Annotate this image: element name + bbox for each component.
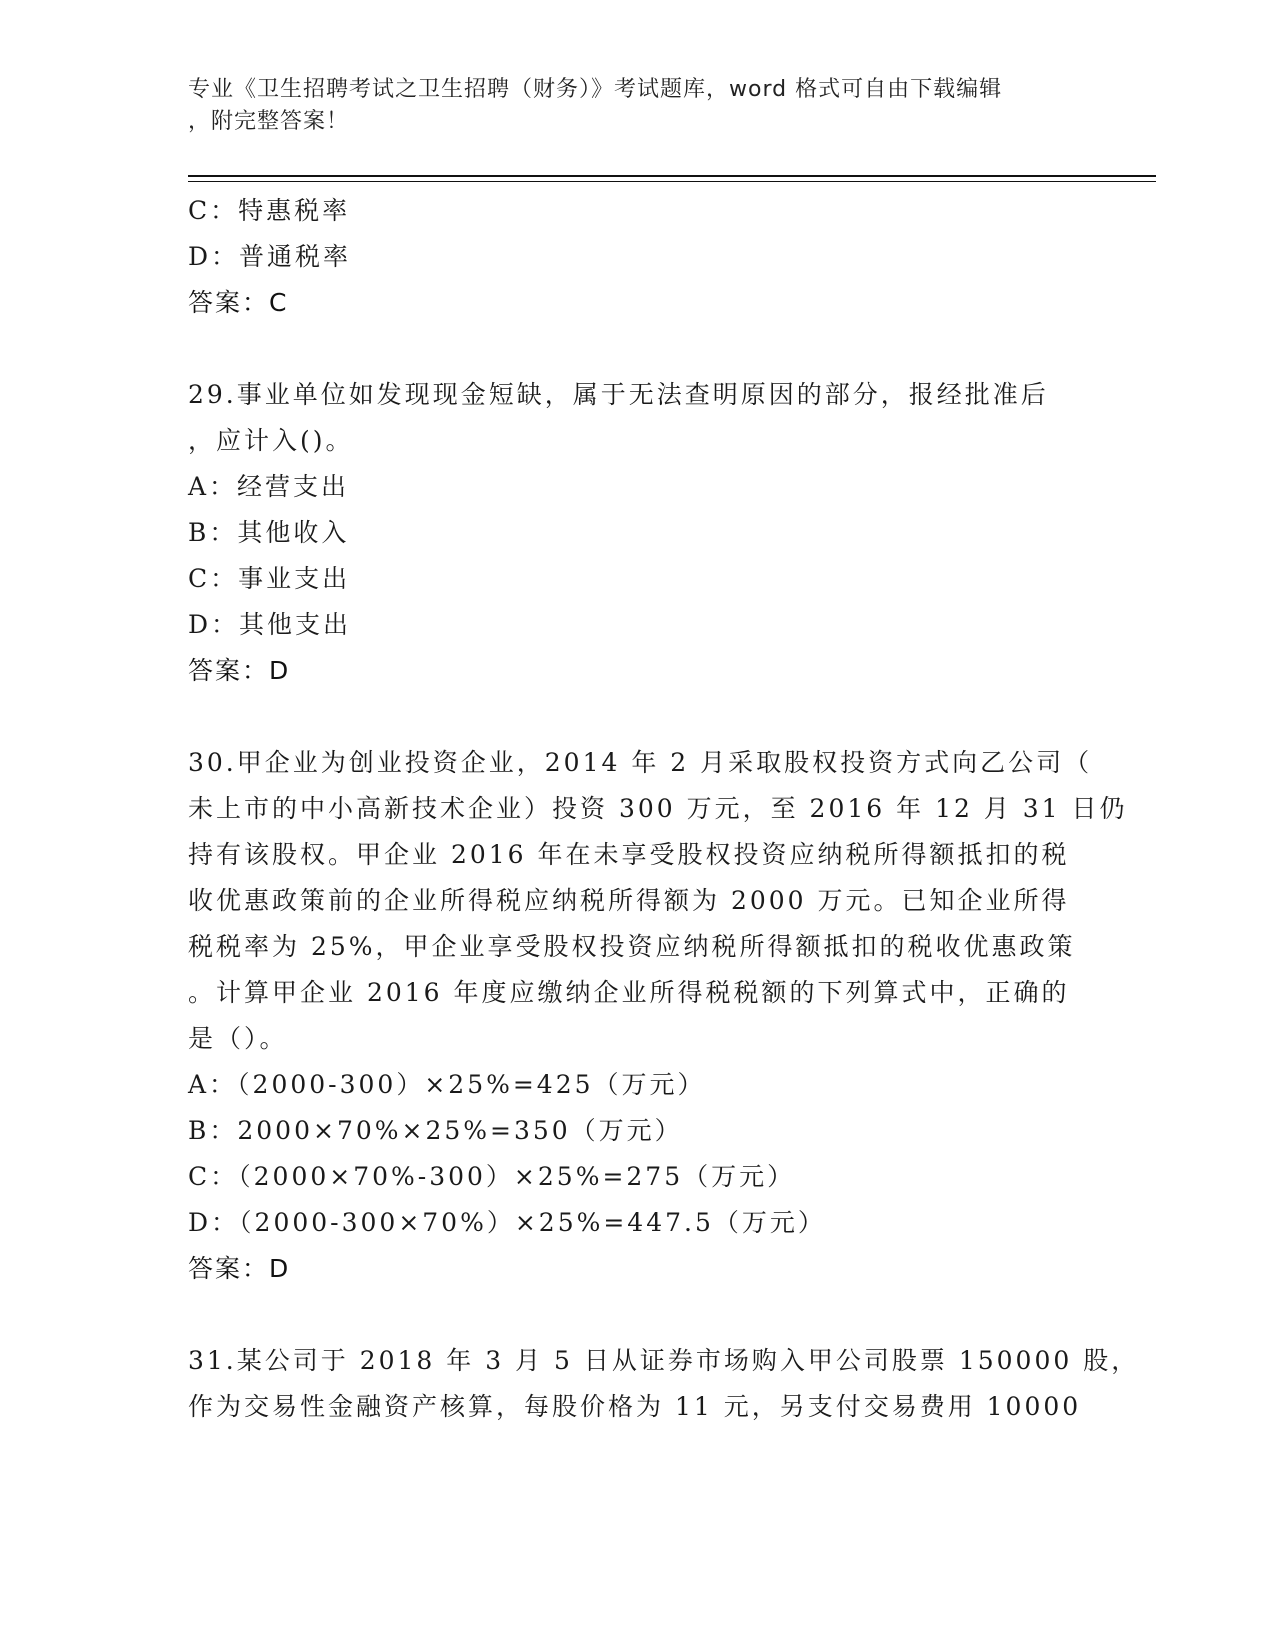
question-28 bbox=[188, 188, 1088, 326]
question-stem-line: 29.事业单位如发现现金短缺，属于无法查明原因的部分，报经批准后 bbox=[188, 380, 1049, 409]
header-divider-thin bbox=[188, 181, 1156, 182]
option-c: C：特惠税率 bbox=[188, 196, 351, 225]
spacer bbox=[188, 694, 1088, 740]
question-stem-line: 收优惠政策前的企业所得税应纳税所得额为 2000 万元。已知企业所得 bbox=[188, 886, 1070, 915]
option-d: D：其他支出 bbox=[188, 610, 352, 639]
question-stem-line: 31.某公司于 2018 年 3 月 5 日从证券市场购入甲公司股票 150000 股， bbox=[188, 1346, 1140, 1375]
option-a: A：经营支出 bbox=[188, 472, 350, 501]
question-content bbox=[188, 188, 1140, 1430]
answer-line: 答案：D bbox=[188, 1254, 291, 1283]
header-divider-thick bbox=[188, 175, 1156, 177]
spacer bbox=[188, 326, 1088, 372]
question-stem-line: 。计算甲企业 2016 年度应缴纳企业所得税税额的下列算式中，正确的 bbox=[188, 978, 1070, 1007]
question-stem-line: 持有该股权。甲企业 2016 年在未享受股权投资应纳税所得额抵扣的税 bbox=[188, 840, 1070, 869]
option-b: B：其他收入 bbox=[188, 518, 350, 547]
question-31 bbox=[188, 1338, 1140, 1430]
question-stem-line: 未上市的中小高新技术企业）投资 300 万元，至 2016 年 12 月 31 日仍 bbox=[188, 794, 1128, 823]
question-stem-line: 税税率为 25%，甲企业享受股权投资应纳税所得额抵扣的税收优惠政策 bbox=[188, 932, 1076, 961]
spacer bbox=[188, 1292, 1088, 1338]
option-c: C：事业支出 bbox=[188, 564, 351, 593]
option-a: A：（2000-300）×25%=425（万元） bbox=[188, 1070, 706, 1099]
question-stem-line: 作为交易性金融资产核算，每股价格为 11 元，另支付交易费用 10000 bbox=[188, 1392, 1082, 1421]
question-stem-line: 30.甲企业为创业投资企业，2014 年 2 月采取股权投资方式向乙公司（ bbox=[188, 748, 1093, 777]
answer-line: 答案：C bbox=[188, 288, 289, 317]
option-c: C：（2000×70%-300）×25%=275（万元） bbox=[188, 1162, 796, 1191]
header-line-2: ，附完整答案！ bbox=[188, 109, 350, 134]
question-stem-line: 是（）。 bbox=[188, 1024, 288, 1053]
header-line-1: 专业《卫生招聘考试之卫生招聘（财务）》考试题库，word 格式可自由下载编辑 bbox=[188, 77, 1003, 102]
question-stem-line: ，应计入()。 bbox=[188, 426, 354, 455]
question-29 bbox=[188, 372, 1088, 694]
option-b: B：2000×70%×25%=350（万元） bbox=[188, 1116, 683, 1145]
answer-line: 答案：D bbox=[188, 656, 291, 685]
option-d: D：（2000-300×70%）×25%=447.5（万元） bbox=[188, 1208, 826, 1237]
page-header bbox=[188, 74, 1068, 138]
question-30 bbox=[188, 740, 1128, 1292]
option-d: D：普通税率 bbox=[188, 242, 352, 271]
